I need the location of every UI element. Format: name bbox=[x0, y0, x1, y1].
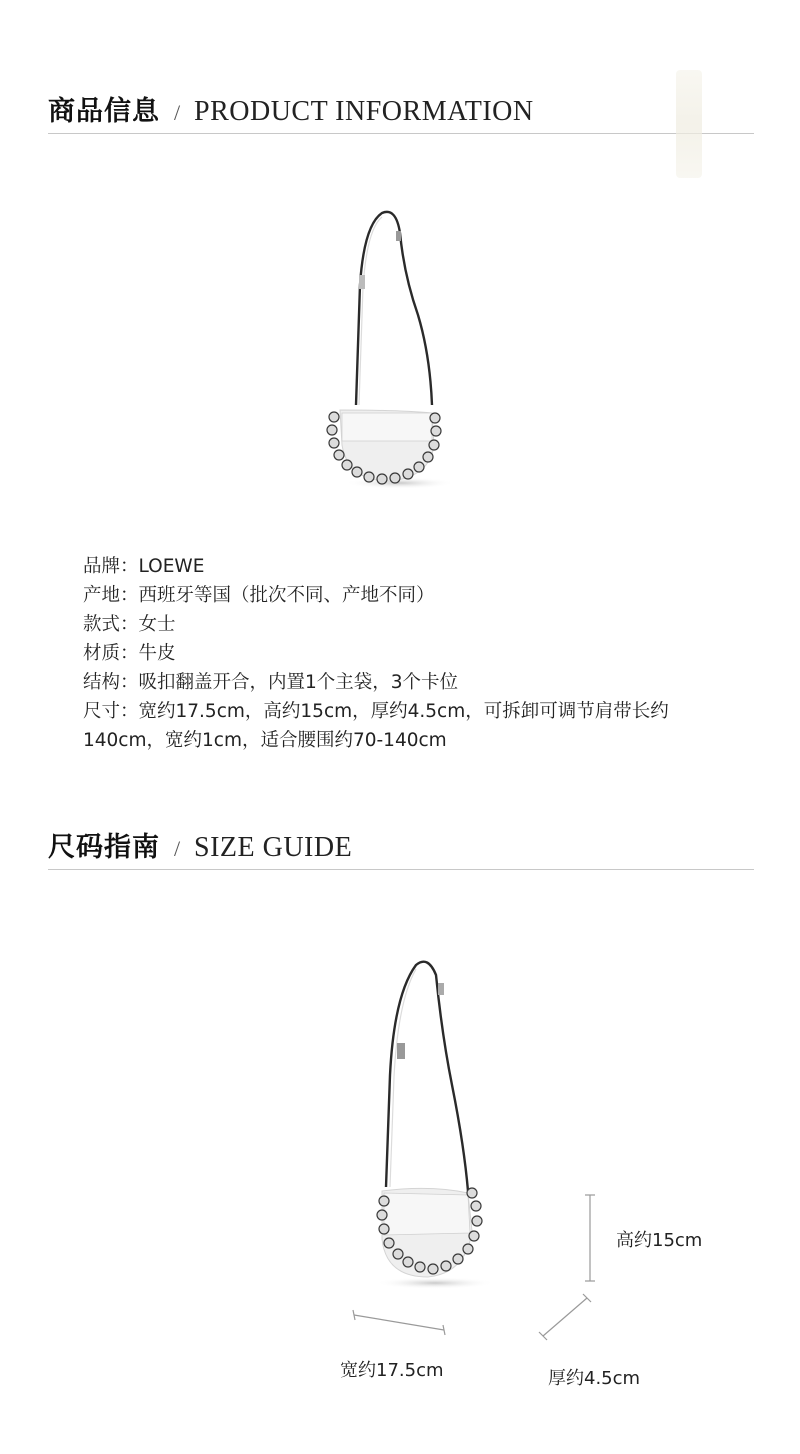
depth-label: 厚约4.5cm bbox=[548, 1368, 641, 1389]
title-separator: / bbox=[174, 836, 181, 861]
info-value: 140cm，宽约1cm，适合腰围约70-140cm bbox=[83, 730, 447, 751]
heading-divider bbox=[48, 133, 754, 134]
size-guide-heading bbox=[48, 828, 754, 868]
info-value: LOEWE bbox=[138, 556, 205, 577]
info-row-brand bbox=[83, 552, 763, 581]
product-info-title-cn: 商品信息 bbox=[48, 96, 160, 127]
product-image bbox=[320, 205, 480, 495]
width-dimension-line bbox=[353, 1310, 445, 1335]
info-value: 吸扣翻盖开合，内置1个主袋，3个卡位 bbox=[138, 672, 459, 693]
height-label: 高约15cm bbox=[616, 1230, 703, 1251]
info-row-size bbox=[83, 697, 763, 726]
info-key: 产地： bbox=[83, 585, 139, 606]
height-dimension-line bbox=[585, 1195, 595, 1281]
info-key: 品牌： bbox=[83, 556, 139, 577]
info-row-material bbox=[83, 639, 763, 668]
size-guide-image bbox=[340, 955, 670, 1355]
info-key: 款式： bbox=[83, 614, 139, 635]
width-label: 宽约17.5cm bbox=[340, 1360, 444, 1381]
info-key: 结构： bbox=[83, 672, 139, 693]
info-row-origin bbox=[83, 581, 763, 610]
info-value: 宽约17.5cm，高约15cm，厚约4.5cm，可拆卸可调节肩带长约 bbox=[138, 701, 669, 722]
title-separator: / bbox=[174, 100, 181, 125]
info-key: 尺寸： bbox=[83, 701, 139, 722]
info-value: 牛皮 bbox=[138, 643, 176, 664]
info-row-style bbox=[83, 610, 763, 639]
info-row-size-cont bbox=[83, 726, 763, 755]
watermark bbox=[676, 70, 702, 178]
product-info-heading bbox=[48, 92, 754, 132]
info-key: 材质： bbox=[83, 643, 139, 664]
size-guide-title-cn: 尺码指南 bbox=[48, 832, 160, 863]
info-row-structure bbox=[83, 668, 763, 697]
heading-divider bbox=[48, 869, 754, 870]
depth-dimension-line bbox=[539, 1294, 591, 1340]
info-value: 女士 bbox=[138, 614, 176, 635]
info-value: 西班牙等国（批次不同、产地不同） bbox=[138, 585, 435, 606]
size-guide-title-en: SIZE GUIDE bbox=[194, 832, 353, 863]
product-info-title-en: PRODUCT INFORMATION bbox=[194, 96, 534, 127]
product-info-list bbox=[83, 552, 763, 755]
